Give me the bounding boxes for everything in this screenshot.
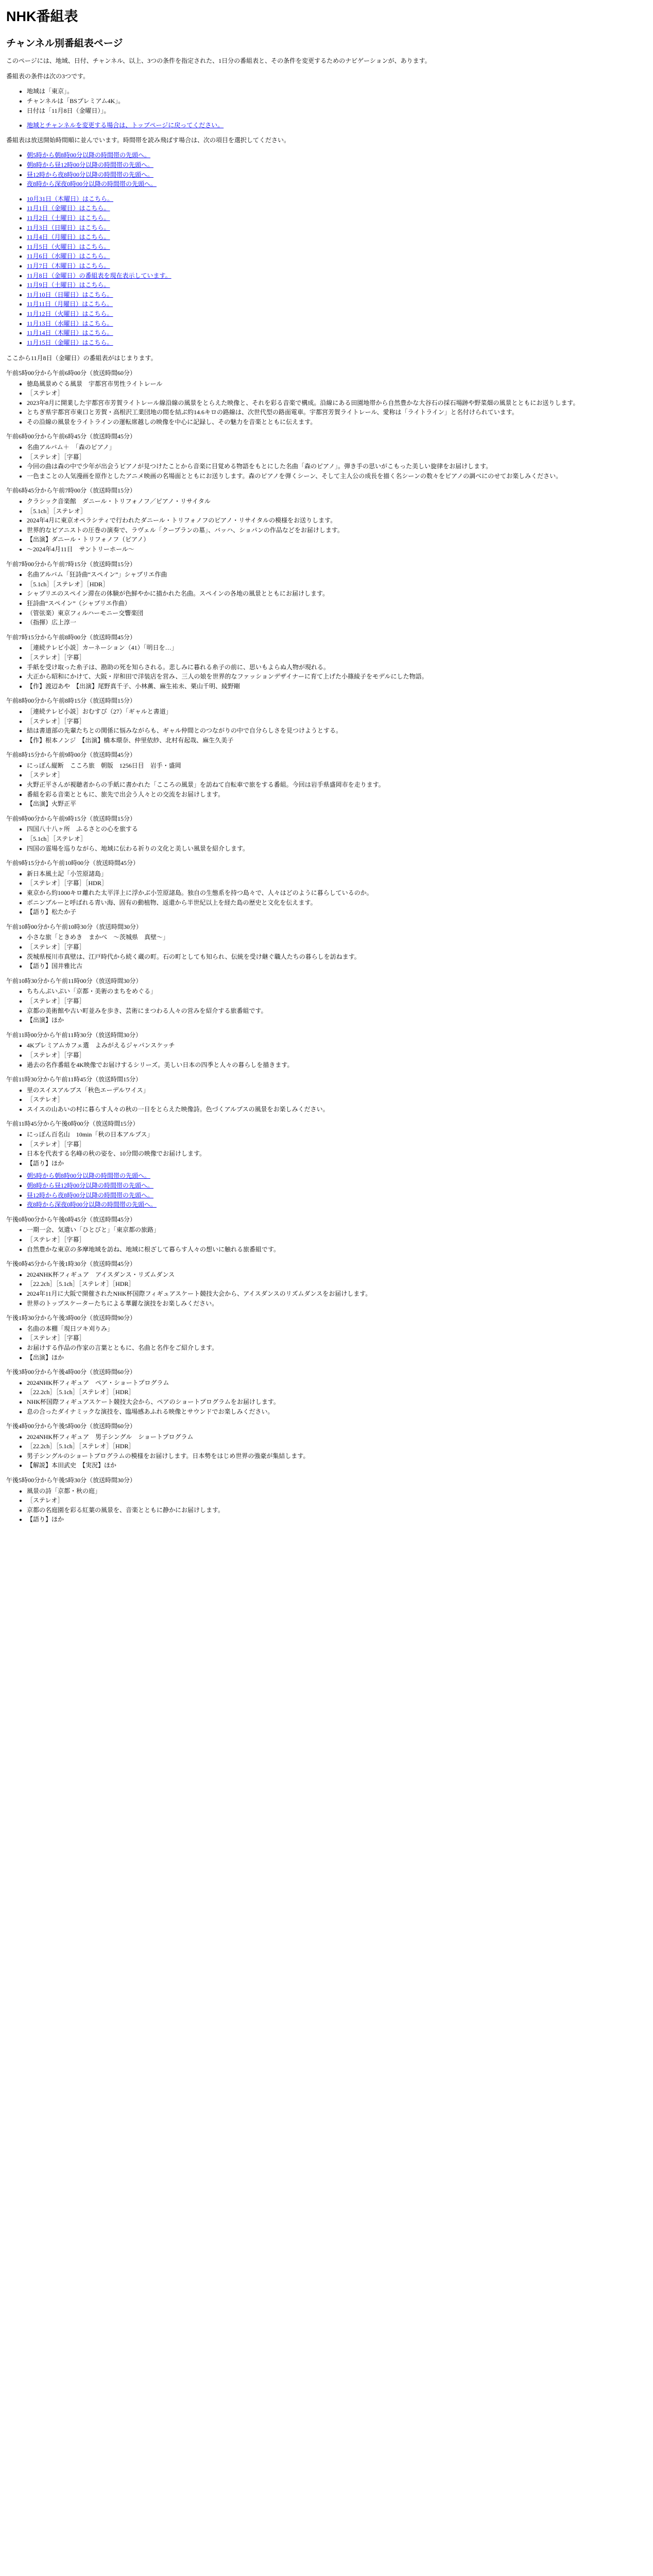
program-title: • 風景の詩「京都・秋の庭」: [27, 1486, 634, 1496]
date-link[interactable]: 11月9日（土曜日）はこちら。: [27, 281, 110, 289]
date-item: [27, 204, 634, 213]
program-detail-line: • 〜2024年4月11日 サントリーホール〜: [27, 545, 634, 554]
program-detail-line: • 世界的なピアニストの圧巻の演奏で、ラヴェル「クープランの墓」、バッハ、ショパンの作品などをお届けします。: [27, 526, 634, 535]
program-detail-list: [6, 707, 634, 745]
program-time: 午前8時15分から午前9時00分（放送時間45分）: [6, 751, 136, 759]
program-time: 午前11時30分から午前11時45分（放送時間15分）: [6, 1076, 142, 1083]
program-detail-line: • 世界のトップスケーターたちによる華麗な演技をお楽しみください。: [27, 1299, 634, 1309]
program-time: 午前9時15分から午前10時00分（放送時間45分）: [6, 859, 140, 867]
time-jump-list-top: [6, 150, 634, 189]
program-detail-list: [6, 1324, 634, 1362]
program-time: 午後5時00分から午後5時30分（放送時間30分）: [6, 1477, 136, 1484]
date-item: [27, 338, 634, 348]
program-detail-list: [6, 497, 634, 554]
program-list-afternoon: [6, 1215, 634, 1524]
date-item: [27, 328, 634, 338]
program-detail-line: • ボニンブルーと呼ばれる青い海、固有の動植物、返還から半世紀以上を経た島の歴史と文化を伝えます。: [27, 898, 634, 908]
date-link[interactable]: 11月1日（金曜日）はこちら。: [27, 205, 110, 212]
program-detail-line: • 京都の美術館や古い町並みを歩き、芸術にまつわる人々の営みを紹介する旅番組です。: [27, 1006, 634, 1016]
program-detail-line: • 狂詩曲“スペイン”（シャブリエ作曲）: [27, 599, 634, 608]
program-detail-line: • 日本を代表する名峰の秋の姿を、10分間の映像でお届けします。: [27, 1149, 634, 1159]
date-link[interactable]: 11月6日（水曜日）はこちら。: [27, 252, 110, 260]
program-title: • クラシック音楽館 ダニール・トリフォノフ／ピアノ・リサイタル: [27, 497, 634, 506]
program-detail-line: • 茨城県桜川市真壁は、江戸時代から続く蔵の町。石の町としても知られ、伝統を受け継ぐ職人たちの暮らしを訪ねます。: [27, 952, 634, 962]
time-jump-item: [27, 170, 634, 180]
date-link[interactable]: 11月5日（火曜日）はこちら。: [27, 243, 110, 250]
program-list-forenoon: [6, 696, 634, 1168]
program-detail-line: • 東京から約1000キロ離れた太平洋上に浮かぶ小笠原諸島。独自の生態系を持つ島々で、人々はどのように暮らしているのか。: [27, 888, 634, 898]
program-detail-line: • 【出演】火野正平: [27, 799, 634, 809]
program-detail-line: • 【解説】本田武史 【実況】ほか: [27, 1461, 634, 1470]
date-link[interactable]: 11月13日（水曜日）はこちら。: [27, 319, 113, 327]
program-detail-list: [6, 1086, 634, 1114]
program-block: [6, 1367, 634, 1416]
time-jump-item: [27, 179, 634, 189]
program-detail-line: • 一色まことの人気漫画を原作としたアニメ映画の名場面とともにお送りします。森のピアノを弾くシーン、そして主人公の成長を描く名シーンの数々をピアノの調べにのせてお楽しみください。: [27, 471, 634, 481]
program-block: [6, 1075, 634, 1114]
date-link[interactable]: 11月2日（土曜日）はこちら。: [27, 214, 110, 222]
program-title: • 4Kプレミアムカフェ選 よみがえるジャパンスケッチ: [27, 1041, 634, 1050]
program-detail-list: [6, 643, 634, 691]
change-region-list: [6, 121, 634, 130]
program-detail-line: • ［5.1ch］［ステレオ］: [27, 834, 634, 844]
program-block: [6, 432, 634, 481]
program-detail-list: [6, 761, 634, 809]
date-item: [27, 223, 634, 233]
date-item: [27, 232, 634, 242]
program-title: • 徳島風景めぐる風景 宇都宮市男性ライトレール: [27, 379, 634, 389]
date-item: [27, 280, 634, 290]
program-title: • 2024NHK杯フィギュア アイスダンス・リズムダンス: [27, 1270, 634, 1280]
condition-date: • 日付は「11月8日（金曜日）」。: [27, 106, 634, 116]
program-title: • 里のスイスアルプス「秋色エーデルワイス」: [27, 1086, 634, 1095]
program-block: [6, 1215, 634, 1254]
change-region-item: [27, 121, 634, 130]
program-detail-line: • 【語り】松たか子: [27, 907, 634, 917]
program-detail-line: • ［22.2ch］［5.1ch］［ステレオ］［HDR］: [27, 1442, 634, 1451]
jump-afternoon-link[interactable]: 昼12時から夜8時00分以降の時間帯の先頭へ。: [27, 1191, 154, 1199]
program-detail-line: • ［ステレオ］［字幕］［HDR］: [27, 878, 634, 888]
program-detail-line: • ［ステレオ］: [27, 1095, 634, 1105]
site-title: NHK番組表: [6, 9, 78, 24]
program-detail-line: • （管弦楽）東京フィルハーモニー交響楽団: [27, 608, 634, 618]
program-block: [6, 1030, 634, 1070]
jump-afternoon-link[interactable]: 昼12時から夜8時00分以降の時間帯の先頭へ。: [27, 171, 154, 178]
date-item: [27, 251, 634, 261]
program-title: • 名曲の本棚「現日ツキ刈りみ」: [27, 1324, 634, 1334]
program-detail-line: • 手紙を受け取った糸子は、勘助の死を知らされる。悲しみに暮れる糸子の前に、思いもよらぬ人物が現れる。: [27, 663, 634, 672]
program-detail-line: • ［ステレオ］［字幕］: [27, 942, 634, 952]
program-detail-line: • ［ステレオ］［字幕］: [27, 452, 634, 462]
schedule-heading: ここから11月8日（金曜日）の番組表がはじまります。: [6, 354, 157, 362]
program-time: 午後1時30分から午後3時00分（放送時間90分）: [6, 1314, 136, 1322]
jump-forenoon-link[interactable]: 朝8時から昼12時00分以降の時間帯の先頭へ。: [27, 161, 154, 169]
program-time: 午前6時45分から午前7時00分（放送時間15分）: [6, 487, 136, 495]
program-detail-line: • ［ステレオ］［字幕］: [27, 1140, 634, 1149]
program-detail-line: • お届けする作品の作家の言葉とともに、名曲と名作をご紹介します。: [27, 1343, 634, 1353]
program-block: [6, 1259, 634, 1308]
program-detail-line: • 結は書道部の先輩たちとの関係に悩みながらも、ギャル仲間とのつながりの中で自分らしさを見つけようとする。: [27, 726, 634, 736]
jump-night-link[interactable]: 夜8時から深夜0時00分以降の時間帯の先頭へ。: [27, 180, 157, 188]
date-link[interactable]: 11月3日（日曜日）はこちら。: [27, 224, 110, 231]
program-detail-line: • 【語り】ほか: [27, 1515, 634, 1524]
program-time: 午後3時00分から午後4時00分（放送時間60分）: [6, 1368, 136, 1376]
program-title: • ［連続テレビ小説］おむすび（27）「ギャルと書道」: [27, 707, 634, 717]
program-detail-line: • 【出演】ほか: [27, 1015, 634, 1025]
program-detail-line: • ［5.1ch］［ステレオ］: [27, 506, 634, 516]
time-jump-list-mid: [6, 1171, 634, 1209]
program-detail-list: [6, 869, 634, 917]
program-detail-line: • ［ステレオ］［字幕］: [27, 653, 634, 663]
date-link[interactable]: 11月15日（金曜日）はこちら。: [27, 338, 113, 346]
date-link[interactable]: 11月4日（月曜日）はこちら。: [27, 233, 110, 241]
conditions-list: [6, 87, 634, 115]
program-detail-line: • 四国の霊場を巡りながら、地域に伝わる祈りの文化と美しい風景を紹介します。: [27, 844, 634, 854]
program-title: • 2024NHK杯フィギュア 男子シングル ショートプログラム: [27, 1432, 634, 1442]
date-link[interactable]: 11月7日（木曜日）はこちら。: [27, 262, 110, 269]
program-block: [6, 1313, 634, 1362]
program-detail-line: • 男子シングルのショートプログラムの模様をお届けします。日本勢をはじめ世界の強豪が集結します。: [27, 1451, 634, 1461]
date-link[interactable]: 10月31日（木曜日）はこちら。: [27, 195, 114, 202]
program-title: • にっぽん縦断 こころ旅 朝版 1256日目 岩手・盛岡: [27, 761, 634, 771]
date-item: [27, 309, 634, 319]
program-detail-line: • 今回の曲は森の中で少年が出会うピアノが見つけたことから音楽に目覚める物語をもとにした名曲「森のピアノ」。弾き手の思いがこもった美しい旋律をお届けします。: [27, 462, 634, 471]
date-item: [27, 213, 634, 223]
program-detail-list: [6, 1486, 634, 1524]
time-note: 番組表は放送開始時間順に並んでいます。時間帯を読み飛ばす場合は、次の項目を選択してください。: [6, 136, 290, 144]
program-detail-line: • ［ステレオ］: [27, 770, 634, 780]
program-detail-list: [6, 1270, 634, 1308]
jump-night-link[interactable]: 夜8時から深夜0時00分以降の時間帯の先頭へ。: [27, 1201, 157, 1209]
program-time: 午後0時00分から午後0時45分（放送時間45分）: [6, 1215, 136, 1223]
program-list-morning: [6, 368, 634, 691]
jump-forenoon-link[interactable]: 朝8時から昼12時00分以降の時間帯の先頭へ。: [27, 1182, 154, 1190]
program-detail-list: [6, 1225, 634, 1254]
date-item: [27, 194, 634, 204]
program-title: • 名曲アルバム「狂詩曲“スペイン”」シャブリエ作曲: [27, 570, 634, 580]
back-to-top-link[interactable]: 地域とチャンネルを変更する場合は、トップページに戻ってください。: [27, 122, 224, 129]
program-detail-line: • 自然豊かな東京の多摩地域を訪ね、地域に根ざして暮らす人々の想いに触れる旅番組です。: [27, 1245, 634, 1255]
program-detail-line: • 【出演】ダニール・トリフォノフ（ピアノ）: [27, 535, 634, 545]
program-detail-line: • 過去の名作番組を4K映像でお届けするシリーズ。美しい日本の四季と人々の暮らしを描きます。: [27, 1060, 634, 1070]
program-block: [6, 922, 634, 971]
program-time: 午前7時00分から午前7時15分（放送時間15分）: [6, 560, 136, 568]
program-detail-line: • 【作】渡辺あや 【出演】尾野真千子、小林薫、麻生祐未、栗山千明、綾野剛: [27, 682, 634, 691]
page-subtitle: チャンネル別番組表ページ: [6, 38, 123, 49]
time-jump-item: [27, 1191, 634, 1200]
program-detail-line: • （指揮）広上淳一: [27, 618, 634, 628]
program-title: • ［連続テレビ小説］カーネーション（41）「明日を…」: [27, 643, 634, 653]
program-time: 午前10時30分から午前11時00分（放送時間30分）: [6, 977, 142, 985]
program-block: [6, 696, 634, 745]
date-item: [27, 290, 634, 300]
program-block: [6, 560, 634, 628]
program-title: • 名曲アルバム＋ 「森のピアノ」: [27, 443, 634, 452]
program-time: 午前7時15分から午前8時00分（放送時間45分）: [6, 633, 136, 641]
date-link[interactable]: 11月11日（月曜日）はこちら。: [27, 300, 113, 308]
date-item: [27, 271, 634, 281]
program-detail-list: [6, 933, 634, 971]
program-time: 午前9時00分から午前9時15分（放送時間15分）: [6, 815, 136, 822]
program-title: • 新日本風土記「小笠原諸島」: [27, 869, 634, 879]
program-time: 午前10時00分から午前10時30分（放送時間30分）: [6, 923, 143, 930]
program-detail-line: • 2024年11月に大阪で開催されたNHK杯国際フィギュアスケート競技大会から、アイスダンスのリズムダンスをお届けします。: [27, 1289, 634, 1299]
program-detail-line: • 【出演】ほか: [27, 1353, 634, 1363]
program-detail-line: • 京都の名庭園を彩る紅葉の風景を、音楽とともに静かにお届けします。: [27, 1505, 634, 1515]
program-detail-line: • NHK杯国際フィギュアスケート競技大会から、ペアのショートプログラムをお届けします。: [27, 1397, 634, 1407]
program-detail-list: [6, 570, 634, 628]
program-time: 午前5時00分から午前6時00分（放送時間60分）: [6, 369, 136, 377]
jump-morning-link[interactable]: 朝5時から朝8時00分以降の時間帯の先頭へ。: [27, 151, 151, 159]
program-block: [6, 976, 634, 1025]
program-detail-line: • 【語り】国井雅比古: [27, 961, 634, 971]
current-date-link[interactable]: 11月8日（金曜日）の番組表を現在表示しています。: [27, 272, 171, 279]
program-detail-line: • ［ステレオ］［字幕］: [27, 1333, 634, 1343]
date-link[interactable]: 11月14日（木曜日）はこちら。: [27, 329, 113, 337]
date-list: [6, 194, 634, 348]
program-block: [6, 486, 634, 554]
program-time: 午前11時00分から午前11時30分（放送時間30分）: [6, 1031, 142, 1039]
time-jump-item: [27, 1181, 634, 1191]
program-detail-line: • ［22.2ch］［5.1ch］［ステレオ］［HDR］: [27, 1387, 634, 1397]
program-title: • ちちんぷいぷい「京都・美術のまちをめぐる」: [27, 987, 634, 996]
program-detail-line: • その沿線の風景をライトラインの運転席越しの映像を中心に記録し、その魅力を音楽とともに伝えます。: [27, 417, 634, 427]
date-item: [27, 319, 634, 329]
program-detail-line: • ［ステレオ］［字幕］: [27, 1050, 634, 1060]
time-jump-item: [27, 160, 634, 170]
program-title: • 小さな旅「ときめき まかべ 〜茨城県 真壁〜」: [27, 933, 634, 942]
program-detail-line: • 【語り】ほか: [27, 1159, 634, 1168]
program-title: • にっぽん百名山 10min「秋の日本アルプス」: [27, 1130, 634, 1140]
time-jump-item: [27, 1200, 634, 1210]
program-detail-list: [6, 379, 634, 427]
program-block: [6, 1476, 634, 1524]
date-link[interactable]: 11月10日（日曜日）はこちら。: [27, 291, 113, 298]
program-detail-line: • 2024年4月に東京オペラシティで行われたダニール・トリフォノフのピアノ・リサイタルの模様をお送りします。: [27, 516, 634, 526]
program-detail-line: • ［22.2ch］［5.1ch］［ステレオ］［HDR］: [27, 1279, 634, 1289]
program-block: [6, 368, 634, 427]
program-detail-line: • ［ステレオ］: [27, 388, 634, 398]
program-time: 午前6時00分から午前6時45分（放送時間45分）: [6, 433, 136, 440]
program-title: • 2024NHK杯フィギュア ペア・ショートプログラム: [27, 1378, 634, 1388]
time-jump-item: [27, 150, 634, 160]
program-detail-line: • 大正から昭和にかけて、大阪・岸和田で洋装店を営み、三人の娘を世界的なファッションデザイナーに育て上げた小篠綾子をモデルにした物語。: [27, 672, 634, 682]
program-block: [6, 633, 634, 691]
program-time: 午前11時45分から午後0時00分（放送時間15分）: [6, 1120, 139, 1128]
jump-morning-link[interactable]: 朝5時から朝8時00分以降の時間帯の先頭へ。: [27, 1172, 151, 1180]
program-detail-line: • ［5.1ch］［ステレオ］［HDR］: [27, 580, 634, 589]
program-time: 午前8時00分から午前8時15分（放送時間15分）: [6, 697, 136, 705]
conditions-heading: 番組表の条件は次の3つです。: [6, 72, 90, 80]
program-detail-line: • 番組を彩る音楽とともに、旅先で出会う人々との交流をお届けします。: [27, 790, 634, 800]
program-detail-list: [6, 1432, 634, 1470]
date-link[interactable]: 11月12日（火曜日）はこちら。: [27, 310, 113, 317]
program-detail-list: [6, 1378, 634, 1416]
program-detail-list: [6, 987, 634, 1025]
program-detail-line: • ［ステレオ］: [27, 1496, 634, 1505]
program-detail-line: • 息の合ったダイナミックな演技を、臨場感あふれる映像とサウンドでお楽しみください。: [27, 1407, 634, 1417]
program-detail-line: • 火野正平さんが視聴者からの手紙に書かれた「こころの風景」を訪ねて自転車で旅をする番組。今回は岩手県盛岡市を走ります。: [27, 780, 634, 790]
program-detail-line: • シャブリエのスペイン滞在の体験が色鮮やかに描かれた名曲。スペインの各地の風景とともにお届けします。: [27, 589, 634, 599]
program-detail-line: • 【作】根本ノンジ 【出演】橋本環奈、仲里依紗、北村有起哉、麻生久美子: [27, 736, 634, 745]
program-detail-line: • とちぎ県宇都宮市東口と芳賀・高根沢工業団地の間を結ぶ約14.6キロの路線は、次世代型の路面電車。宇都宮芳賀ライトレール、愛称は「ライトライン」と名付けられています。: [27, 408, 634, 417]
program-block: [6, 1421, 634, 1470]
date-item: [27, 242, 634, 252]
time-jump-item: [27, 1171, 634, 1181]
program-detail-line: • スイスの山あいの村に暮らす人々の秋の一日をとらえた映像詩。色づくアルプスの風景をお楽しみください。: [27, 1105, 634, 1114]
program-detail-list: [6, 824, 634, 853]
program-detail-list: [6, 1130, 634, 1168]
program-block: [6, 1119, 634, 1168]
program-time: 午後0時45分から午後1時30分（放送時間45分）: [6, 1260, 136, 1268]
program-detail-line: • ［ステレオ］［字幕］: [27, 717, 634, 726]
program-block: [6, 814, 634, 853]
condition-channel: • チャンネルは「BSプレミアム4K」。: [27, 96, 634, 106]
intro-text: このページには、地域、日付、チャンネル、以上、3つの条件を指定された、1日分の番組表と、その条件を変更するためのナビゲーションが、あります。: [6, 57, 431, 65]
program-detail-line: • ［ステレオ］［字幕］: [27, 996, 634, 1006]
condition-region: • 地域は「東京」。: [27, 87, 634, 96]
program-block: [6, 858, 634, 917]
date-item: [27, 261, 634, 271]
program-block: [6, 750, 634, 809]
program-title: • 四国八十八ヶ所 ふるさとの心を旅する: [27, 824, 634, 834]
program-detail-line: • ［ステレオ］［字幕］: [27, 1235, 634, 1245]
program-time: 午後4時00分から午後5時00分（放送時間60分）: [6, 1422, 136, 1430]
program-detail-line: • 2023年8月に開業した宇都宮市芳賀ライトレール線沿線の風景をとらえた映像と、それを彩る音楽で構成。沿線にある田園地帯から自然豊かな大谷石の採石場跡や野菜畑の風景とともにお送りします。: [27, 398, 634, 408]
program-detail-list: [6, 443, 634, 481]
program-detail-list: [6, 1041, 634, 1070]
program-title: • 一期一会、気遣い「ひとびと」「東京都の旅路」: [27, 1225, 634, 1235]
date-item: [27, 299, 634, 309]
